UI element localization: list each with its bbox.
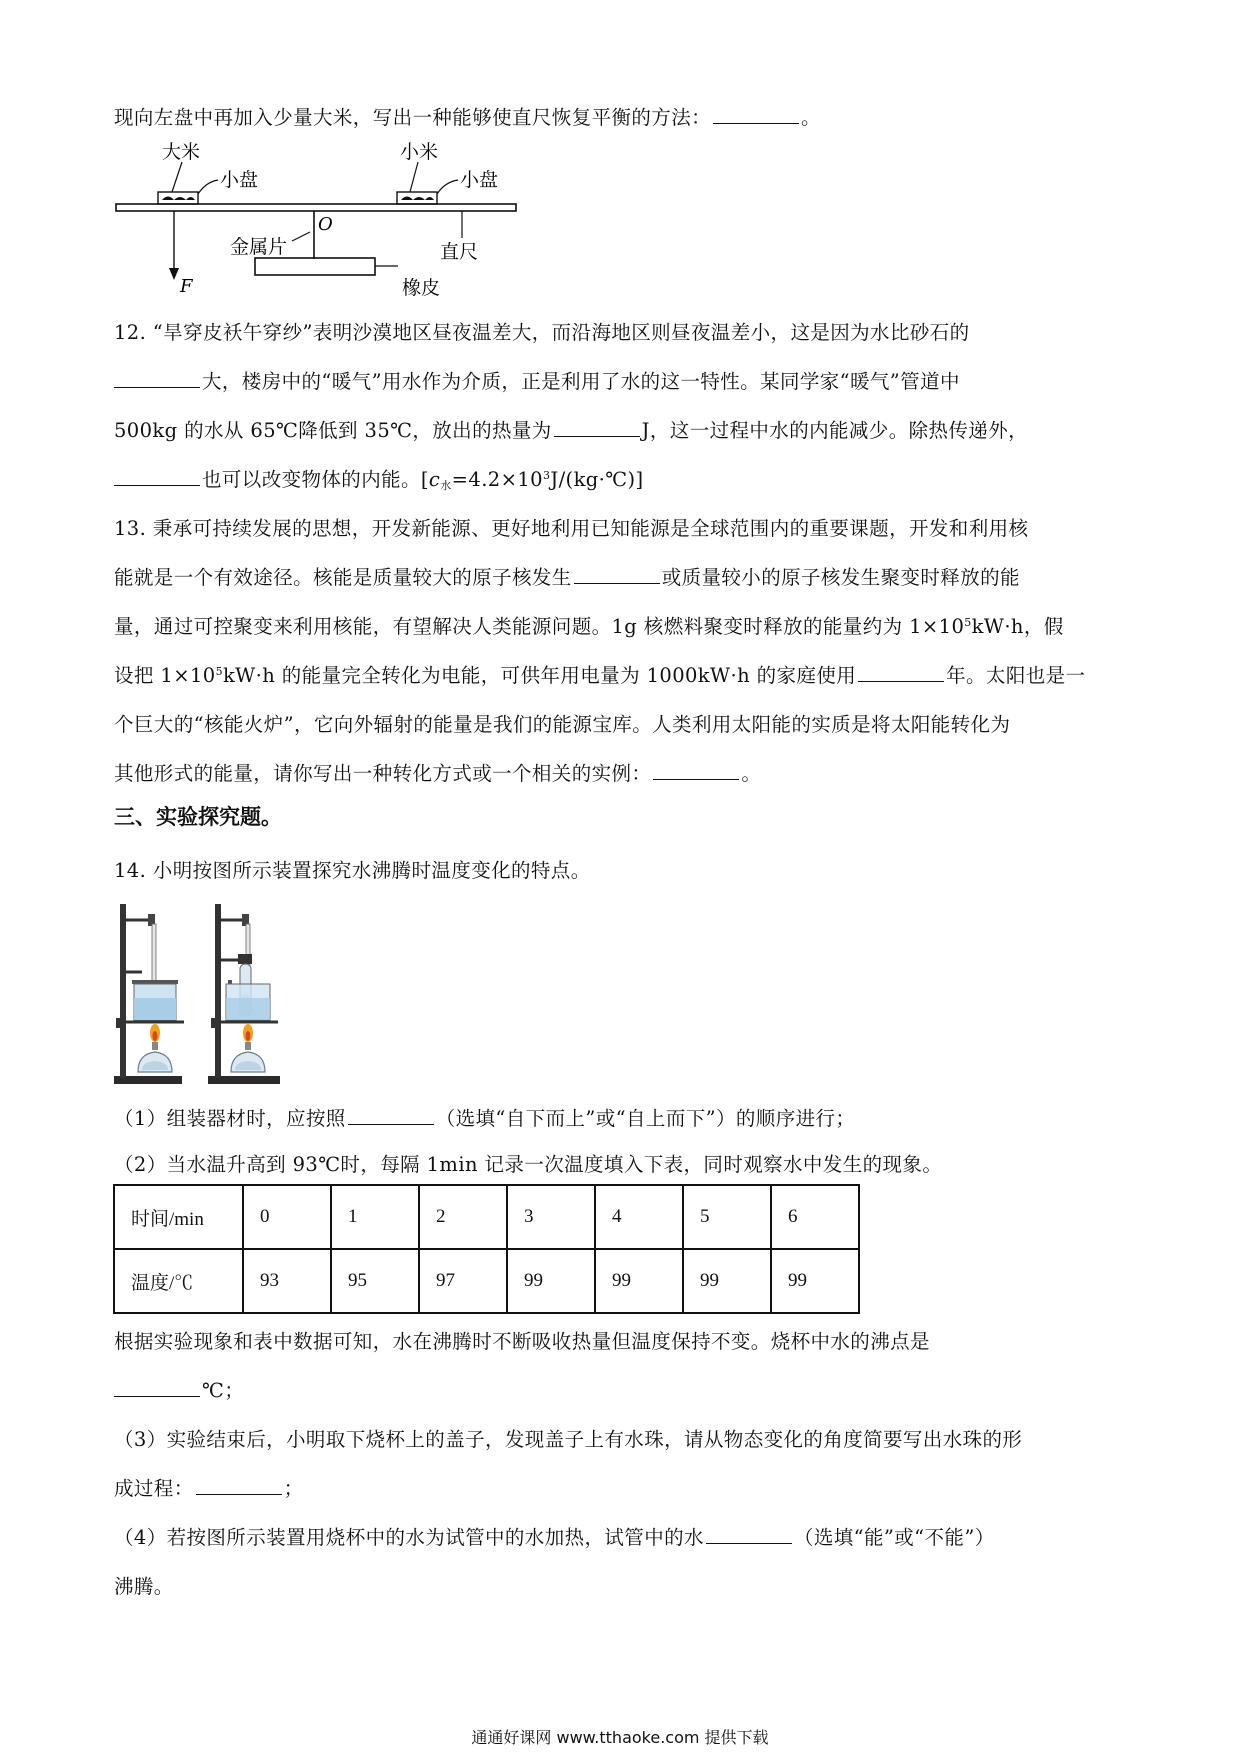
footer-credit: 通通好课网 www.tthaoke.com 提供下载: [471, 1728, 769, 1747]
table-cell: 99: [683, 1249, 771, 1313]
q14-p3-line2: 成过程： ；: [114, 1477, 304, 1500]
q14-p2: （2）当水温升高到 93℃时，每隔 1min 记录一次温度填入下表，同时观察水中发生的现象。: [114, 1153, 943, 1176]
label-millet: 小米: [400, 142, 439, 163]
section-title: 三、实验探究题。: [114, 805, 282, 829]
q14-p2c: ℃；: [114, 1376, 244, 1406]
q14-p2b: 根据实验现象和表中数据可知，水在沸腾时不断吸收热量但温度保持不变。烧杯中水的沸点是: [114, 1330, 930, 1353]
table-cell: 1: [331, 1185, 419, 1249]
q14-p4-line2: 沸腾。: [114, 1575, 174, 1598]
answer-blank[interactable]: [653, 760, 739, 780]
answer-blank[interactable]: [706, 1524, 792, 1544]
table-cell: 3: [507, 1185, 595, 1249]
table-cell: 99: [595, 1249, 683, 1313]
q13-line2: 能就是一个有效途径。核能是质量较大的原子核发生 或质量较小的原子核发生聚变时释放的能: [114, 566, 1020, 589]
label-small-plate-left: 小盘: [220, 169, 259, 191]
label-eraser: 橡皮: [402, 277, 441, 299]
table-row: [114, 1185, 859, 1249]
label-metal-piece: 金属片: [230, 236, 288, 258]
q13-line1: 13. 秉承可持续发展的思想，开发新能源、更好地利用已知能源是全球范围内的重要课题，开发和利用核: [114, 517, 1029, 540]
q13-line5: 个巨大的“核能火炉”，它向外辐射的能量是我们的能源宝库。人类利用太阳能的实质是将太阳能转化为: [114, 713, 1011, 736]
q13-line3: 量，通过可控聚变来利用核能，有望解决人类能源问题。1g 核燃料聚变时释放的能量约为 $1\times 10^5kW\cdot h$，假: [114, 615, 1064, 638]
answer-blank[interactable]: [348, 1105, 434, 1125]
label-pivot-o: O: [318, 214, 333, 235]
table-cell: 93: [243, 1249, 331, 1313]
q13-line6: 其他形式的能量，请你写出一种转化方式或一个相关的实例： 。: [114, 762, 762, 785]
table-header-time: 时间/min: [114, 1185, 243, 1249]
label-rice: 大米: [162, 142, 201, 163]
temperature-table: [113, 1184, 860, 1314]
q14-p4-line1: （4）若按图所示装置用烧杯中的水为试管中的水加热，试管中的水 （选填“能”或“不能”）: [114, 1526, 995, 1549]
label-ruler: 直尺: [440, 241, 479, 263]
label-small-plate-right: 小盘: [460, 169, 499, 191]
table-cell: 99: [771, 1249, 859, 1313]
q11-line1: 现向左盘中再加入少量大米，写出一种能够使直尺恢复平衡的方法： 。: [114, 106, 821, 129]
table-cell: 4: [595, 1185, 683, 1249]
table-cell: 2: [419, 1185, 507, 1249]
table-cell: 6: [771, 1185, 859, 1249]
ruler-balance-figure: [110, 142, 530, 307]
answer-blank[interactable]: [196, 1475, 282, 1495]
q12-line3: 500kg 的水从 65℃降低到 35℃，放出的热量为 J，这一过程中水的内能减少。除热传递外，: [114, 419, 1028, 442]
q13-line4: 设把 $1\times 10^5kW\cdot h$ 的能量完全转化为电能，可供年用电量为 1000kW·h 的家庭使用 年。太阳也是一: [114, 664, 1086, 687]
q14-p3-line1: （3）实验结束后，小明取下烧杯上的盖子，发现盖子上有水珠，请从物态变化的角度简要写出水珠的形: [114, 1428, 1023, 1451]
table-row: [114, 1249, 859, 1313]
table-cell: 5: [683, 1185, 771, 1249]
boiling-apparatus-figure: [112, 902, 292, 1087]
q14-p1: （1）组装器材时，应按照 （选填“自下而上”或“自上而下”）的顺序进行；: [114, 1107, 856, 1130]
label-force-f: F: [180, 276, 193, 297]
answer-blank[interactable]: [858, 662, 944, 682]
answer-blank[interactable]: [114, 1377, 200, 1397]
answer-blank[interactable]: [713, 104, 799, 124]
answer-blank[interactable]: [114, 466, 200, 486]
q12-line4: 也可以改变物体的内能。$[c_水=4.2\times 10^3J/(kg\cdot℃)]$: [114, 465, 644, 495]
table-cell: 0: [243, 1185, 331, 1249]
answer-blank[interactable]: [574, 564, 660, 584]
table-header-temperature: 温度/℃: [114, 1249, 243, 1313]
table-cell: 97: [419, 1249, 507, 1313]
table-cell: 95: [331, 1249, 419, 1313]
q12-line1: 12. “旱穿皮袄午穿纱”表明沙漠地区昼夜温差大，而沿海地区则昼夜温差小，这是因为水比砂石的: [114, 321, 970, 344]
answer-blank[interactable]: [554, 417, 640, 437]
q12-line2: 大，楼房中的“暖气”用水作为介质，正是利用了水的这一特性。某同学家“暖气”管道中: [114, 367, 960, 397]
table-cell: 99: [507, 1249, 595, 1313]
answer-blank[interactable]: [114, 368, 200, 388]
q14-intro: 14. 小明按图所示装置探究水沸腾时温度变化的特点。: [114, 859, 591, 882]
